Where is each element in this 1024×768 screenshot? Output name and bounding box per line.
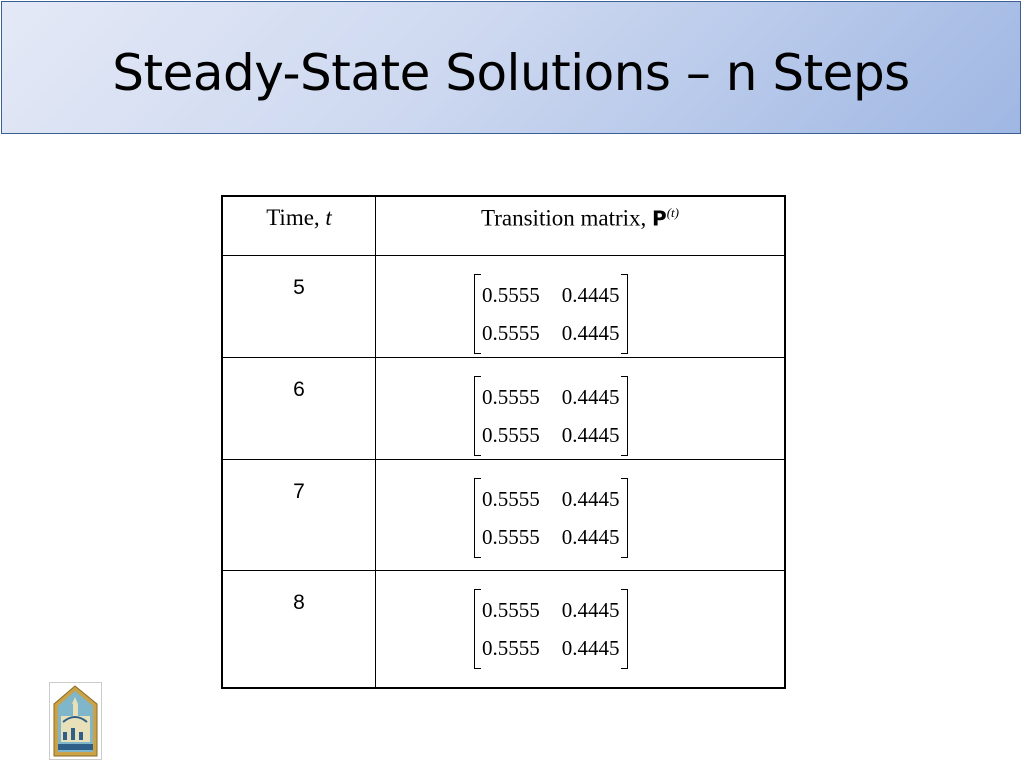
matrix-entry: 0.5555 [482,524,540,549]
table-row [222,357,785,459]
table-header-row [222,196,785,255]
matrix-entry: 0.4445 [561,320,620,345]
header-time [222,196,376,255]
matrix-entry: 0.5555 [482,384,540,409]
matrix-entry: 0.4445 [561,422,620,447]
header-time-label: Time, [266,205,326,230]
matrix-entry: 0.4445 [561,384,620,409]
matrix-row [482,629,620,667]
matrix-entry: 0.4445 [561,597,620,622]
time-cell: 6 [222,357,376,459]
transition-matrix-table [221,195,786,689]
matrix-entry: 0.4445 [561,635,620,660]
matrix [474,274,628,354]
time-cell: 5 [222,255,376,357]
matrix-row [482,480,620,518]
matrix-entry: 0.4445 [561,524,620,549]
matrix [474,589,628,669]
matrix-row [482,416,620,454]
matrix-entry: 0.5555 [482,635,540,660]
matrix-entry: 0.5555 [482,320,540,345]
slide-title: Steady-State Solutions – n Steps [112,44,910,102]
matrix-entry: 0.4445 [561,486,620,511]
matrix-cell [376,570,786,688]
table-row [222,570,785,688]
header-matrix-superscript: (t) [666,205,679,220]
matrix-entry: 0.5555 [482,486,540,511]
matrix-row [482,378,620,416]
matrix [474,376,628,456]
table-row [222,255,785,357]
matrix-cell [376,357,786,459]
matrix-entry: 0.5555 [482,597,540,622]
header-time-variable: t [325,205,332,230]
matrix [474,478,628,558]
title-banner [1,1,1021,134]
header-matrix-label: Transition matrix, [481,205,653,231]
matrix-row [482,518,620,556]
time-cell: 7 [222,459,376,570]
matrix-entry: 0.5555 [482,422,540,447]
header-transition-matrix [376,196,786,255]
university-logo-icon [49,682,102,760]
matrix-cell [376,459,786,570]
time-cell: 8 [222,570,376,688]
header-matrix-symbol: P [652,206,667,231]
matrix-row [482,591,620,629]
matrix-cell [376,255,786,357]
matrix-row [482,276,620,314]
table-row [222,459,785,570]
matrix-row [482,314,620,352]
matrix-entry: 0.4445 [561,282,620,307]
matrix-entry: 0.5555 [482,282,540,307]
